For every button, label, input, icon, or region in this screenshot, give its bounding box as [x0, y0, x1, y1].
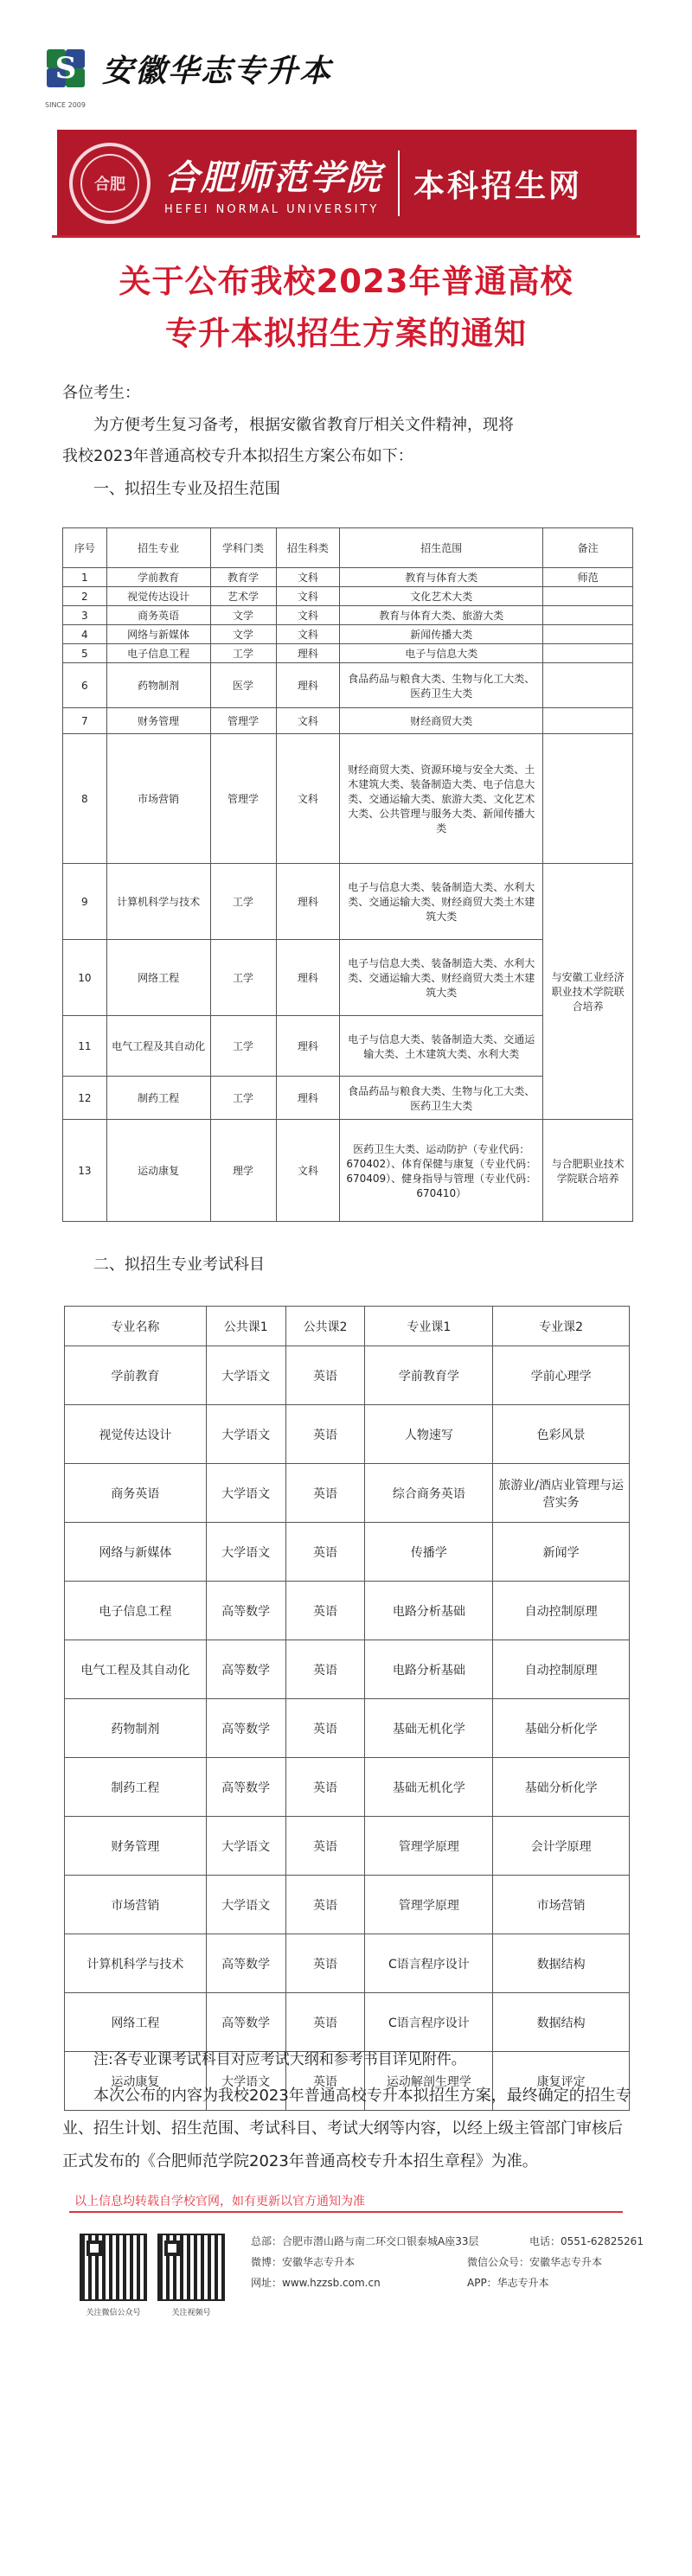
- table-cell: 英语: [285, 1640, 365, 1699]
- table-row: [65, 1758, 630, 1817]
- table-cell: 电子与信息大类、装备制造大类、水利大类、交通运输大类、财经商贸大类土木建筑大类: [340, 940, 543, 1016]
- table-cell: 药物制剂: [65, 1699, 207, 1758]
- table-row: [65, 1582, 630, 1640]
- table-row: [63, 625, 633, 644]
- table-cell: 文科: [276, 625, 340, 644]
- table-cell: 12: [63, 1077, 107, 1120]
- table-cell: 9: [63, 864, 107, 940]
- table-cell: 大学语文: [206, 1817, 285, 1876]
- table-row: [63, 663, 633, 708]
- table-cell: 网络工程: [106, 940, 210, 1016]
- brand-logo-icon: S: [43, 46, 88, 91]
- table-cell: 高等数学: [206, 1934, 285, 1993]
- table-cell: 制药工程: [65, 1758, 207, 1817]
- footer-phone: 电话：0551-62825261: [529, 2235, 644, 2247]
- table-cell: 网络与新媒体: [65, 1523, 207, 1582]
- table-cell: 管理学: [210, 708, 276, 734]
- table-cell: [543, 587, 633, 606]
- table-cell: 文科: [276, 606, 340, 625]
- merged-note-cell: 与安徽工业经济职业技术学院联合培养: [543, 864, 633, 1120]
- table-cell: 电子与信息大类: [340, 644, 543, 663]
- table-cell: 英语: [285, 1993, 365, 2052]
- table-cell: 大学语文: [206, 1405, 285, 1464]
- table-cell: 工学: [210, 1016, 276, 1077]
- table-cell: 高等数学: [206, 1758, 285, 1817]
- table-cell: 电路分析基础: [365, 1640, 493, 1699]
- header-cell: 专业课2: [493, 1307, 630, 1346]
- table-cell: 高等数学: [206, 1699, 285, 1758]
- table-cell: 网络与新媒体: [106, 625, 210, 644]
- table-cell: 运动康复: [106, 1120, 210, 1222]
- video-qr-code[interactable]: [157, 2234, 225, 2301]
- table-cell: 工学: [210, 864, 276, 940]
- table-cell: 与合肥职业技术学院联合培养: [543, 1120, 633, 1222]
- table-cell: 高等数学: [206, 1640, 285, 1699]
- table-cell: 自动控制原理: [493, 1640, 630, 1699]
- table-cell: 英语: [285, 1876, 365, 1934]
- table-cell: 制药工程: [106, 1077, 210, 1120]
- footer-website[interactable]: 网址：www.hzzsb.com.cn: [251, 2277, 381, 2289]
- table-row: [63, 864, 633, 940]
- footer-wechat: 微信公众号：安徽华志专升本: [467, 2256, 603, 2268]
- table-cell: 电子信息工程: [106, 644, 210, 663]
- table-cell: 市场营销: [493, 1876, 630, 1934]
- table-row: [65, 1523, 630, 1582]
- header-cell: 学科门类: [210, 528, 276, 568]
- school-name-cn: 合肥师范学院: [164, 157, 382, 198]
- table-row: [63, 734, 633, 864]
- brand-logo[interactable]: [43, 38, 332, 99]
- table-cell: 数据结构: [493, 1993, 630, 2052]
- table-cell: 计算机科学与技术: [106, 864, 210, 940]
- table-cell: 英语: [285, 1464, 365, 1523]
- table-cell: 5: [63, 644, 107, 663]
- table-cell: 英语: [285, 1699, 365, 1758]
- table-cell: 英语: [285, 1582, 365, 1640]
- table-row: [65, 1346, 630, 1405]
- table-cell: 管理学原理: [365, 1876, 493, 1934]
- footer-divider: [69, 2211, 623, 2213]
- table-cell: 英语: [285, 2052, 365, 2111]
- header-cell: 专业名称: [65, 1307, 207, 1346]
- table-cell: 网络工程: [65, 1993, 207, 2052]
- table-row: [65, 1640, 630, 1699]
- table-cell: 理科: [276, 1016, 340, 1077]
- table-row: [65, 1876, 630, 1934]
- footer-address: 总部：合肥市潜山路与南二环交口银泰城A座33层: [251, 2235, 479, 2247]
- table-cell: 视觉传达设计: [106, 587, 210, 606]
- table-row: [65, 1405, 630, 1464]
- table-cell: 英语: [285, 1934, 365, 1993]
- school-banner: [57, 130, 637, 237]
- table-cell: 教育与体育大类、旅游大类: [340, 606, 543, 625]
- table-cell: 学前教育: [65, 1346, 207, 1405]
- footer: [0, 2227, 692, 2400]
- table-cell: 财经商贸大类、资源环境与安全大类、土木建筑大类、装备制造大类、电子信息大类、交通运输大类、旅游大类、文化艺术大类、公共管理与服务大类、新闻传播大类: [340, 734, 543, 864]
- table-cell: 人物速写: [365, 1405, 493, 1464]
- header-cell: 公共课2: [285, 1307, 365, 1346]
- table-cell: 理科: [276, 940, 340, 1016]
- table-cell: 教育学: [210, 568, 276, 587]
- table-cell: 运动康复: [65, 2052, 207, 2111]
- table-cell: 文科: [276, 708, 340, 734]
- qr-caption: 关注视频号: [171, 2309, 211, 2317]
- table-row: [63, 587, 633, 606]
- table-cell: [543, 644, 633, 663]
- exam-table-header: [65, 1307, 630, 1346]
- table-cell: 电路分析基础: [365, 1582, 493, 1640]
- table-cell: 康复评定: [493, 2052, 630, 2111]
- table-row: [63, 644, 633, 663]
- exam-table: [64, 1306, 630, 2111]
- table-cell: 大学语文: [206, 2052, 285, 2111]
- qr-caption: 关注微信公众号: [86, 2309, 141, 2317]
- table-cell: 电气工程及其自动化: [106, 1016, 210, 1077]
- table-cell: 药物制剂: [106, 663, 210, 708]
- table-cell: 文科: [276, 1120, 340, 1222]
- table-cell: 综合商务英语: [365, 1464, 493, 1523]
- table-cell: 文科: [276, 568, 340, 587]
- table-cell: 财务管理: [65, 1817, 207, 1876]
- table-cell: 3: [63, 606, 107, 625]
- table-cell: 电子信息工程: [65, 1582, 207, 1640]
- table-row: [63, 708, 633, 734]
- table-row: [63, 1120, 633, 1222]
- school-name: [164, 150, 382, 216]
- exam-note: 注:各专业课考试科目对应考试大纲和参考书目详见附件。: [93, 2051, 466, 2068]
- table-cell: 新闻学: [493, 1523, 630, 1582]
- section-heading-plan: 一、拟招生专业及招生范围: [93, 480, 280, 498]
- table-cell: 理科: [276, 663, 340, 708]
- table-cell: 文科: [276, 734, 340, 864]
- table-cell: 高等数学: [206, 1993, 285, 2052]
- table-row: [63, 606, 633, 625]
- table-cell: 文科: [276, 587, 340, 606]
- table-cell: 医药卫生大类、运动防护（专业代码：670402）、体育保健与康复（专业代码：670409）、健身指导与管理（专业代码：670410）: [340, 1120, 543, 1222]
- header-cell: 招生专业: [106, 528, 210, 568]
- table-cell: 工学: [210, 940, 276, 1016]
- plan-table-header: [63, 528, 633, 568]
- table-cell: 色彩风景: [493, 1405, 630, 1464]
- table-cell: 视觉传达设计: [65, 1405, 207, 1464]
- table-row: [65, 1993, 630, 2052]
- header-cell: 招生科类: [276, 528, 340, 568]
- footer-weibo: 微博：安徽华志专升本: [251, 2256, 356, 2268]
- table-cell: 13: [63, 1120, 107, 1222]
- table-cell: 旅游业/酒店业管理与运营实务: [493, 1464, 630, 1523]
- school-seal-icon: [69, 143, 151, 224]
- table-cell: 1: [63, 568, 107, 587]
- seal-text: 合肥: [80, 154, 139, 213]
- wechat-qr-code[interactable]: [80, 2234, 147, 2301]
- table-cell: 大学语文: [206, 1346, 285, 1405]
- table-cell: 学前教育: [106, 568, 210, 587]
- notice-title-line2: 专升本拟招生方案的通知: [165, 315, 527, 352]
- header-cell: 备注: [543, 528, 633, 568]
- table-cell: 运动解剖生理学: [365, 2052, 493, 2111]
- notice-title-line1: 关于公布我校2023年普通高校: [119, 263, 573, 300]
- banner-divider: [52, 235, 640, 238]
- table-cell: 电气工程及其自动化: [65, 1640, 207, 1699]
- table-cell: 艺术学: [210, 587, 276, 606]
- table-cell: 7: [63, 708, 107, 734]
- table-cell: 传播学: [365, 1523, 493, 1582]
- table-cell: 基础无机化学: [365, 1699, 493, 1758]
- table-cell: 新闻传播大类: [340, 625, 543, 644]
- table-cell: 文学: [210, 625, 276, 644]
- table-cell: 工学: [210, 644, 276, 663]
- table-cell: 理科: [276, 864, 340, 940]
- table-cell: [543, 606, 633, 625]
- table-cell: 电子与信息大类、装备制造大类、交通运输大类、土木建筑大类、水利大类: [340, 1016, 543, 1077]
- header-cell: 序号: [63, 528, 107, 568]
- brand-since: SINCE 2009: [45, 101, 86, 109]
- table-cell: 商务英语: [106, 606, 210, 625]
- table-cell: 基础分析化学: [493, 1699, 630, 1758]
- banner-separator: [398, 150, 400, 216]
- table-cell: 文学: [210, 606, 276, 625]
- table-cell: 基础分析化学: [493, 1758, 630, 1817]
- table-cell: 英语: [285, 1346, 365, 1405]
- table-cell: 电子与信息大类、装备制造大类、水利大类、交通运输大类、财经商贸大类土木建筑大类: [340, 864, 543, 940]
- table-cell: 英语: [285, 1817, 365, 1876]
- table-cell: 医学: [210, 663, 276, 708]
- table-cell: 高等数学: [206, 1582, 285, 1640]
- table-cell: 理科: [276, 1077, 340, 1120]
- table-cell: 会计学原理: [493, 1817, 630, 1876]
- table-cell: 师范: [543, 568, 633, 587]
- footer-app: APP：华志专升本: [467, 2277, 549, 2289]
- table-cell: 市场营销: [106, 734, 210, 864]
- header-cell: 公共课1: [206, 1307, 285, 1346]
- table-cell: C语言程序设计: [365, 1934, 493, 1993]
- brand-name: 安徽华志专升本: [102, 52, 333, 89]
- greeting: 各位考生：: [62, 384, 140, 402]
- school-name-en: HEFEI NORMAL UNIVERSITY: [164, 203, 380, 216]
- table-cell: [543, 708, 633, 734]
- table-cell: 食品药品与粮食大类、生物与化工大类、医药卫生大类: [340, 663, 543, 708]
- closing-paragraph-block: [62, 2080, 633, 2178]
- table-row: [63, 568, 633, 587]
- table-cell: 教育与体育大类: [340, 568, 543, 587]
- intro-line1: 为方便考生复习备考，根据安徽省教育厅相关文件精神，现将: [93, 416, 514, 434]
- table-cell: 商务英语: [65, 1464, 207, 1523]
- table-cell: 英语: [285, 1758, 365, 1817]
- table-cell: 计算机科学与技术: [65, 1934, 207, 1993]
- table-cell: [543, 663, 633, 708]
- table-row: [65, 1934, 630, 1993]
- table-row: [65, 1817, 630, 1876]
- table-cell: 学前教育学: [365, 1346, 493, 1405]
- table-cell: 理学: [210, 1120, 276, 1222]
- closing-paragraph: 本次公布的内容为我校2023年普通高校专升本拟招生方案，最终确定的招生专业、招生计划、招生范围、考试科目、考试大纲等内容，以经上级主管部门审核后正式发布的《合肥师范学院2023年普通高校专升本招生章程》为准。: [62, 2087, 631, 2170]
- table-cell: 文化艺术大类: [340, 587, 543, 606]
- table-cell: 食品药品与粮食大类、生物与化工大类、医药卫生大类: [340, 1077, 543, 1120]
- table-cell: 大学语文: [206, 1523, 285, 1582]
- intro-line2: 我校2023年普通高校专升本拟招生方案公布如下：: [62, 447, 413, 465]
- banner-subtitle: 本科招生网: [413, 167, 583, 204]
- table-cell: [543, 734, 633, 864]
- table-cell: 大学语文: [206, 1876, 285, 1934]
- header-cell: 招生范围: [340, 528, 543, 568]
- table-cell: 学前心理学: [493, 1346, 630, 1405]
- table-cell: 英语: [285, 1523, 365, 1582]
- table-cell: 理科: [276, 644, 340, 663]
- table-row: [65, 1699, 630, 1758]
- table-cell: 市场营销: [65, 1876, 207, 1934]
- section-heading-exams: 二、拟招生专业考试科目: [93, 1256, 265, 1274]
- table-cell: 10: [63, 940, 107, 1016]
- table-cell: 8: [63, 734, 107, 864]
- table-cell: 自动控制原理: [493, 1582, 630, 1640]
- table-cell: 2: [63, 587, 107, 606]
- disclaimer-notice: 以上信息均转载自学校官网，如有更新以官方通知为准: [74, 2195, 365, 2208]
- table-cell: [543, 625, 633, 644]
- table-cell: 大学语文: [206, 1464, 285, 1523]
- plan-table: [62, 527, 633, 1222]
- table-cell: 11: [63, 1016, 107, 1077]
- table-cell: 6: [63, 663, 107, 708]
- table-cell: 财务管理: [106, 708, 210, 734]
- table-cell: 基础无机化学: [365, 1758, 493, 1817]
- table-cell: 英语: [285, 1405, 365, 1464]
- table-cell: 财经商贸大类: [340, 708, 543, 734]
- table-cell: 4: [63, 625, 107, 644]
- table-cell: C语言程序设计: [365, 1993, 493, 2052]
- table-cell: 数据结构: [493, 1934, 630, 1993]
- table-cell: 工学: [210, 1077, 276, 1120]
- table-cell: 管理学: [210, 734, 276, 864]
- header-cell: 专业课1: [365, 1307, 493, 1346]
- table-cell: 管理学原理: [365, 1817, 493, 1876]
- table-row: [65, 1464, 630, 1523]
